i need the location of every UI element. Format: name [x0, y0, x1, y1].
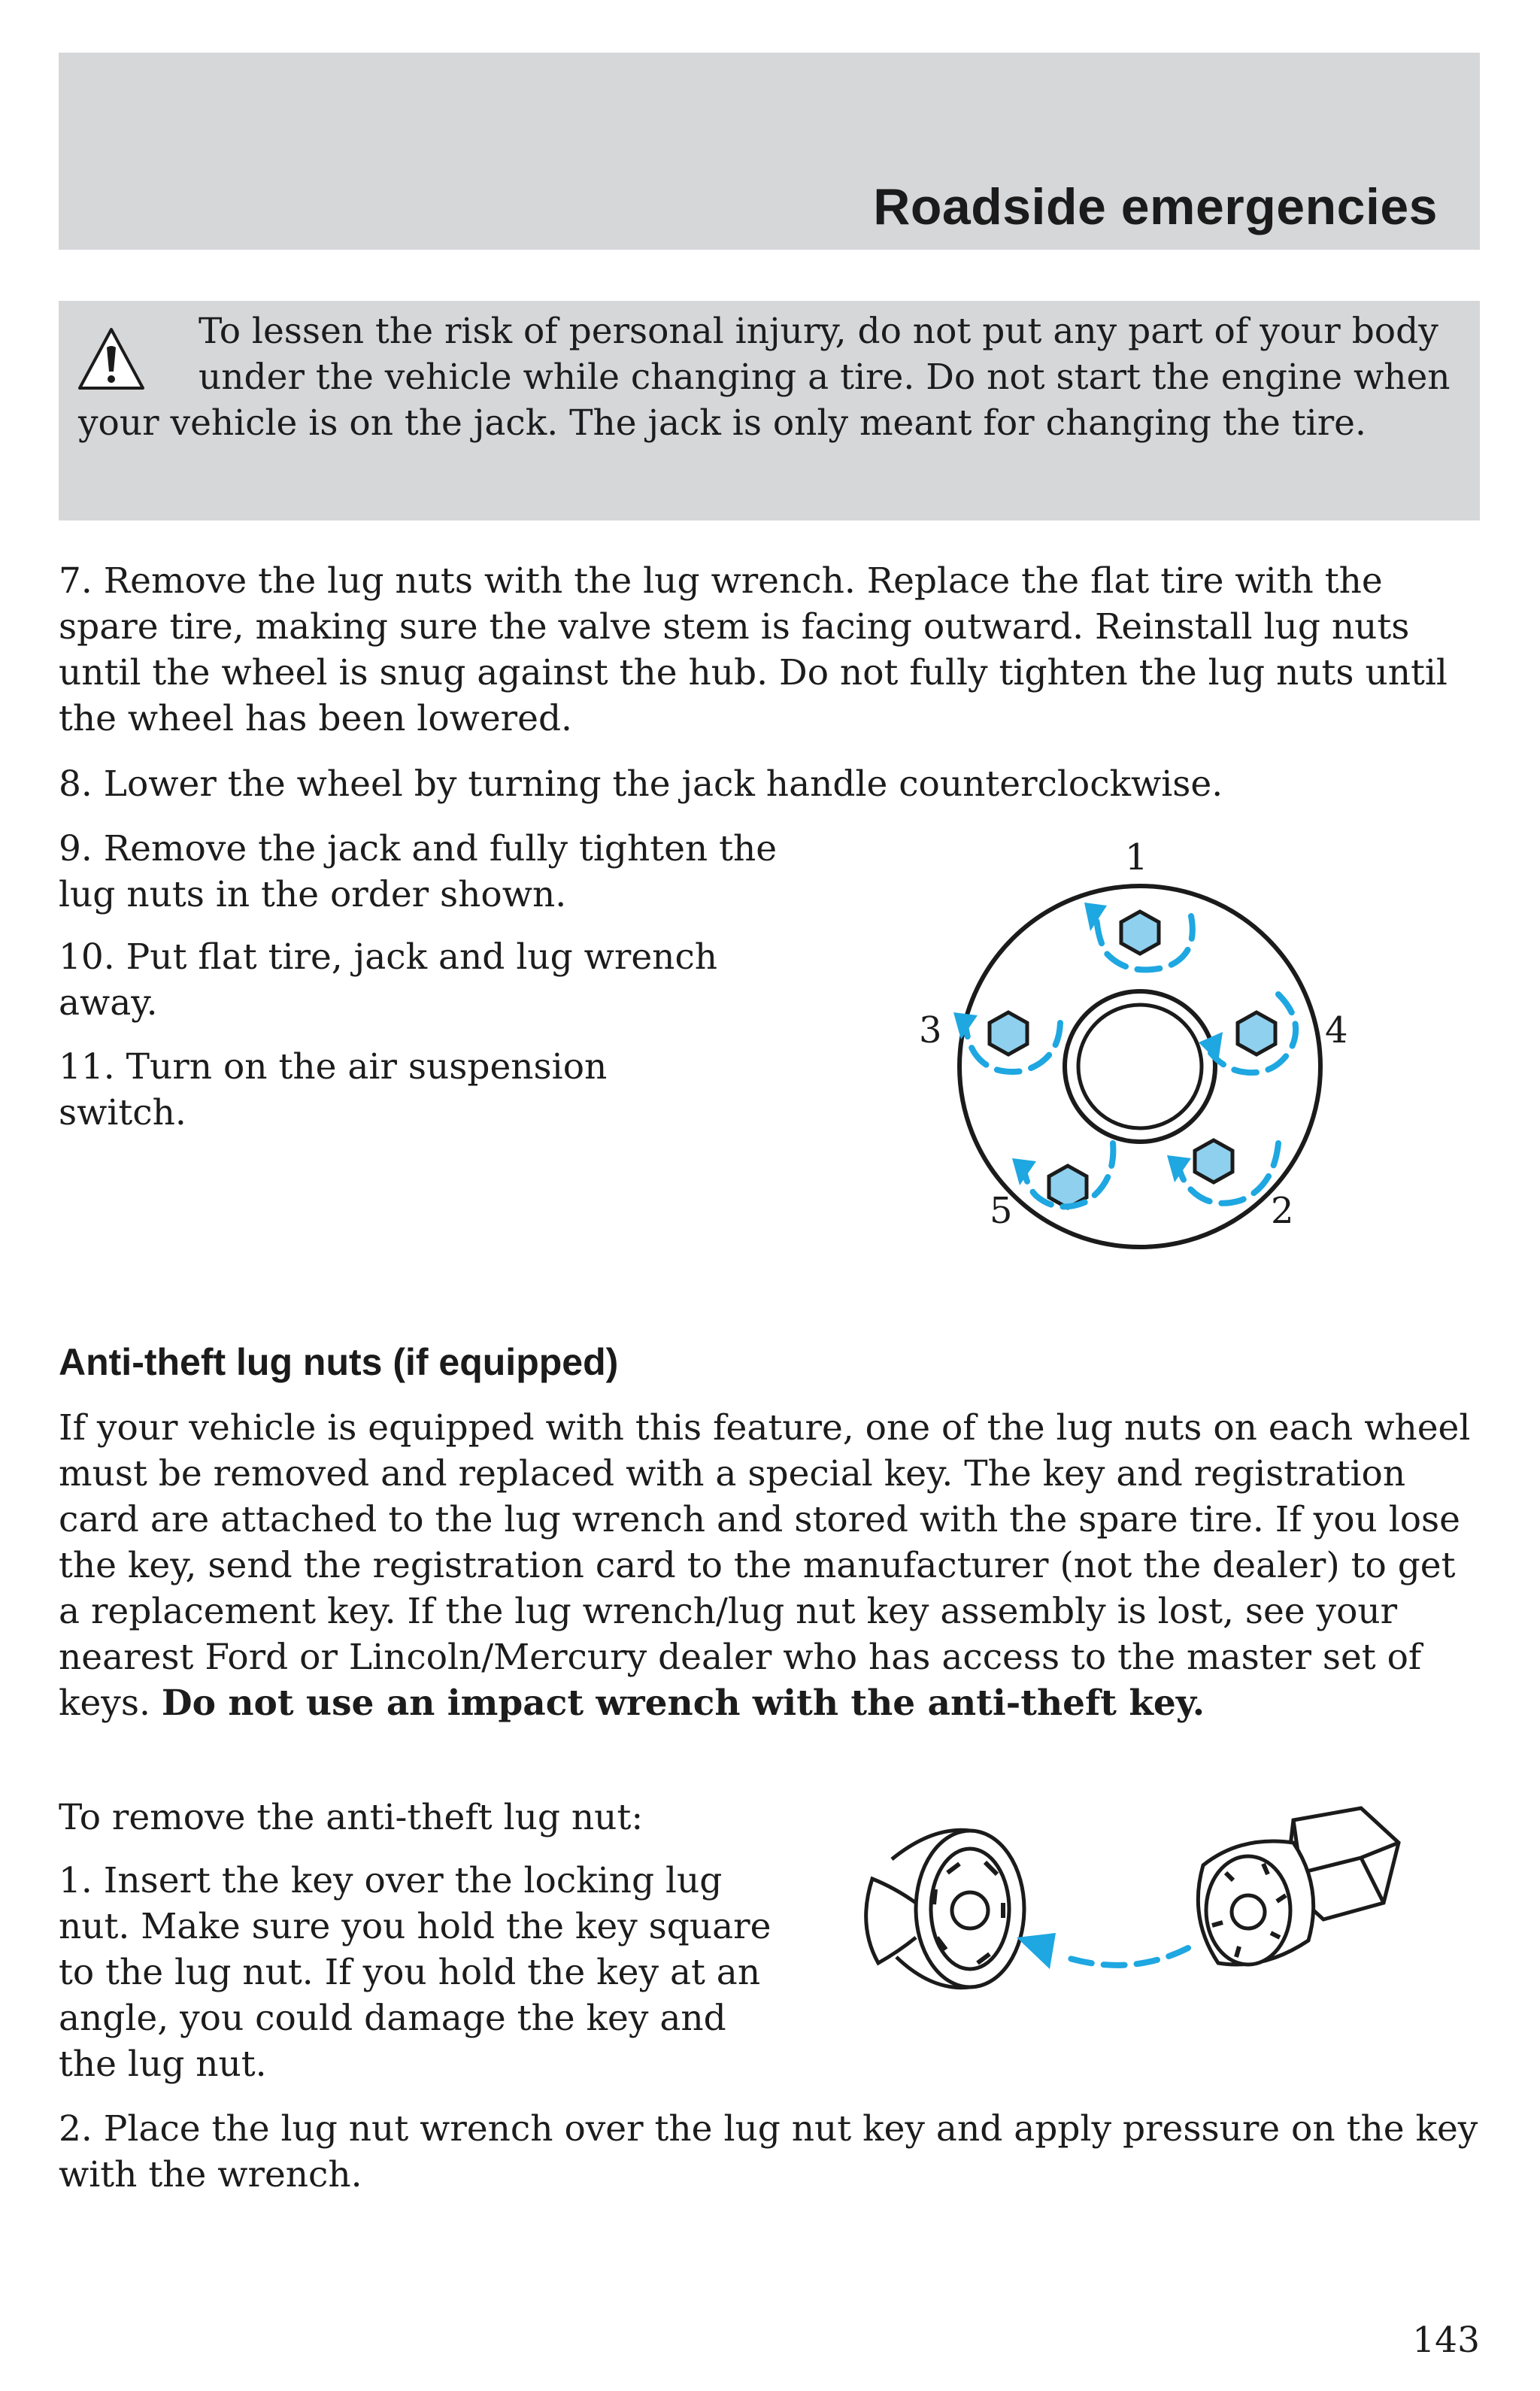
- key-and-locking-nut-illustration: [842, 1790, 1429, 2016]
- hub-inner: [1078, 1005, 1202, 1128]
- insert-arrowhead: [1017, 1933, 1056, 1969]
- label-3: 3: [919, 1009, 942, 1051]
- lug-nut-2: [1195, 1140, 1232, 1182]
- lug-nut-3: [990, 1012, 1027, 1054]
- label-5: 5: [990, 1190, 1013, 1232]
- anti-theft-intro: To remove the anti-theft lug nut:: [59, 1797, 644, 1838]
- anti-theft-step-2: 2. Place the lug nut wrench over the lug nut key and apply pressure on the key with the wrench.: [59, 2108, 1478, 2195]
- anti-theft-step-1: 1. Insert the key over the locking lug nut. Make sure you hold the key square to the lug nut. If you hold the key at an angle, you could damage the key and the lug nut.: [59, 1860, 772, 2085]
- insert-arrow: [1060, 1948, 1188, 1965]
- hub-outer: [1065, 991, 1215, 1142]
- warning-text: To lessen the risk of personal injury, do not put any part of your body under the vehicle while changing a tire. Do not start the engine when your vehicle is on the jack. The jack is only meant for changing the tire.: [78, 311, 1451, 444]
- step-10-text: 10. Put flat tire, jack and lug wrench away.: [59, 936, 718, 1024]
- label-4: 4: [1325, 1009, 1348, 1051]
- header-band: [59, 53, 1480, 250]
- page-number: 143: [1412, 2320, 1480, 2361]
- anti-theft-warning-bold: Do not use an impact wrench with the anti-theft key.: [161, 1682, 1205, 1724]
- anti-theft-body: [59, 1405, 1480, 1726]
- step-11-text: 11. Turn on the air suspension switch.: [59, 1046, 608, 1133]
- step-7-text: 7. Remove the lug nuts with the lug wrench. Replace the flat tire with the spare tire, making sure the valve stem is facing outward. Reinstall lug nuts until the wheel is snug against the hub. Do not fully tighten the lug nuts until the wheel has been lowered.: [59, 560, 1448, 739]
- label-1: 1: [1125, 836, 1148, 878]
- anti-theft-body-text: If your vehicle is equipped with this feature, one of the lug nuts on each wheel must be removed and replaced with a special key. The key and registration card are attached to the lug wrench and stored with the spare tire. If you lose the key, send the registration card to the manufacturer (not the dealer) to get a replacement key. If the lug wrench/lug nut key assembly is lost, see your nearest Ford or Lincoln/Mercury dealer who has access to the master set of keys.: [59, 1407, 1471, 1724]
- label-2: 2: [1271, 1190, 1294, 1232]
- page-title: Roadside emergencies: [873, 178, 1438, 235]
- step-8-text: 8. Lower the wheel by turning the jack handle counterclockwise.: [59, 763, 1223, 805]
- lug-nut-4: [1238, 1012, 1275, 1054]
- lug-nut-order-diagram: [887, 827, 1414, 1264]
- lug-nut-1: [1121, 912, 1159, 954]
- locking-lug-nut: [1198, 1808, 1399, 1965]
- anti-theft-heading: Anti-theft lug nuts (if equipped): [59, 1341, 619, 1383]
- arrowhead-2: [1167, 1155, 1191, 1182]
- lug-nut-key: [866, 1830, 1024, 1987]
- step-9-text: 9. Remove the jack and fully tighten the lug nuts in the order shown.: [59, 828, 778, 915]
